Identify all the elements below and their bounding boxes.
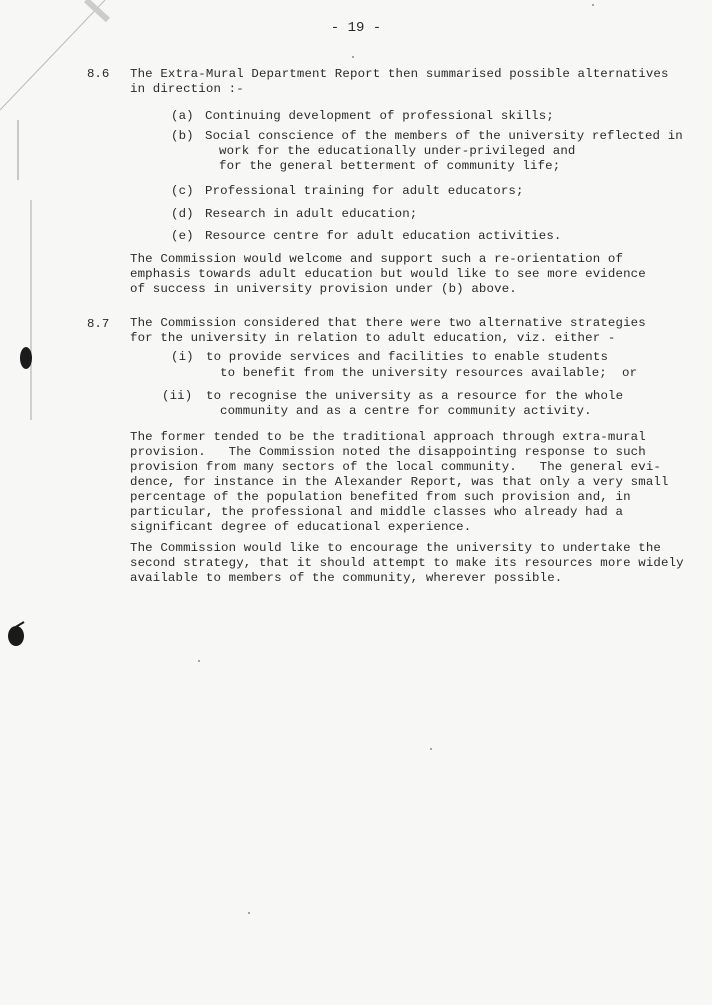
item-label: (e): [171, 229, 194, 243]
paragraph-line: available to members of the community, wherever possible.: [130, 571, 563, 585]
conclusion-line: The Commission would welcome and support such a re-orientation of: [130, 252, 624, 266]
item-text: Research in adult education;: [205, 207, 418, 221]
paragraph-line: provision. The Commission noted the disappointing response to such: [130, 445, 646, 459]
item-text: Social conscience of the members of the university reflected in: [205, 129, 683, 143]
paragraph-line: provision from many sectors of the local community. The general evi-: [130, 460, 661, 474]
item-label: (d): [171, 207, 194, 221]
paragraph-line: significant degree of educational experience.: [130, 520, 472, 534]
item-text: work for the educationally under-privileged and: [219, 144, 576, 158]
speck: [430, 748, 432, 750]
paragraph-line: particular, the professional and middle classes who already had a: [130, 505, 624, 519]
item-text: Continuing development of professional skills;: [205, 109, 554, 123]
item-text: for the general betterment of community life;: [219, 159, 561, 173]
section-intro-line: in direction :-: [130, 82, 244, 96]
item-label: (ii): [162, 389, 193, 403]
item-label: (a): [171, 109, 194, 123]
conclusion-line: of success in university provision under (b) above.: [130, 282, 517, 296]
item-text: to recognise the university as a resource for the whole: [206, 389, 624, 403]
speck: [352, 56, 354, 58]
item-text: Professional training for adult educators;: [205, 184, 524, 198]
section-intro-line: The Commission considered that there were two alternative strategies: [130, 316, 646, 330]
margin-line-artifact: [10, 120, 40, 440]
paragraph-line: percentage of the population benefited from such provision and, in: [130, 490, 631, 504]
speck: [198, 660, 200, 662]
punch-hole-mark: [14, 340, 38, 374]
item-text: Resource centre for adult education activities.: [205, 229, 562, 243]
section-intro-line: The Extra-Mural Department Report then summarised possible alternatives: [130, 67, 669, 81]
paragraph-line: The Commission would like to encourage the university to undertake the: [130, 541, 661, 555]
section-number: 8.7: [87, 317, 110, 331]
section-intro-line: for the university in relation to adult education, viz. either -: [130, 331, 616, 345]
item-label: (i): [171, 350, 194, 364]
conclusion-line: emphasis towards adult education but would like to see more evidence: [130, 267, 646, 281]
item-text: community and as a centre for community activity.: [220, 404, 592, 418]
punch-hole-mark: [2, 620, 30, 650]
speck: [592, 4, 594, 6]
item-text: to provide services and facilities to enable students: [206, 350, 609, 364]
paragraph-line: dence, for instance in the Alexander Report, was that only a very small: [130, 475, 669, 489]
paragraph-line: The former tended to be the traditional approach through extra-mural: [130, 430, 646, 444]
item-label: (c): [171, 184, 194, 198]
page-number: - 19 -: [330, 20, 382, 36]
section-number: 8.6: [87, 67, 110, 81]
paragraph-line: second strategy, that it should attempt to make its resources more widely: [130, 556, 684, 570]
item-text: to benefit from the university resources available; or: [220, 366, 638, 380]
item-label: (b): [171, 129, 194, 143]
speck: [248, 912, 250, 914]
